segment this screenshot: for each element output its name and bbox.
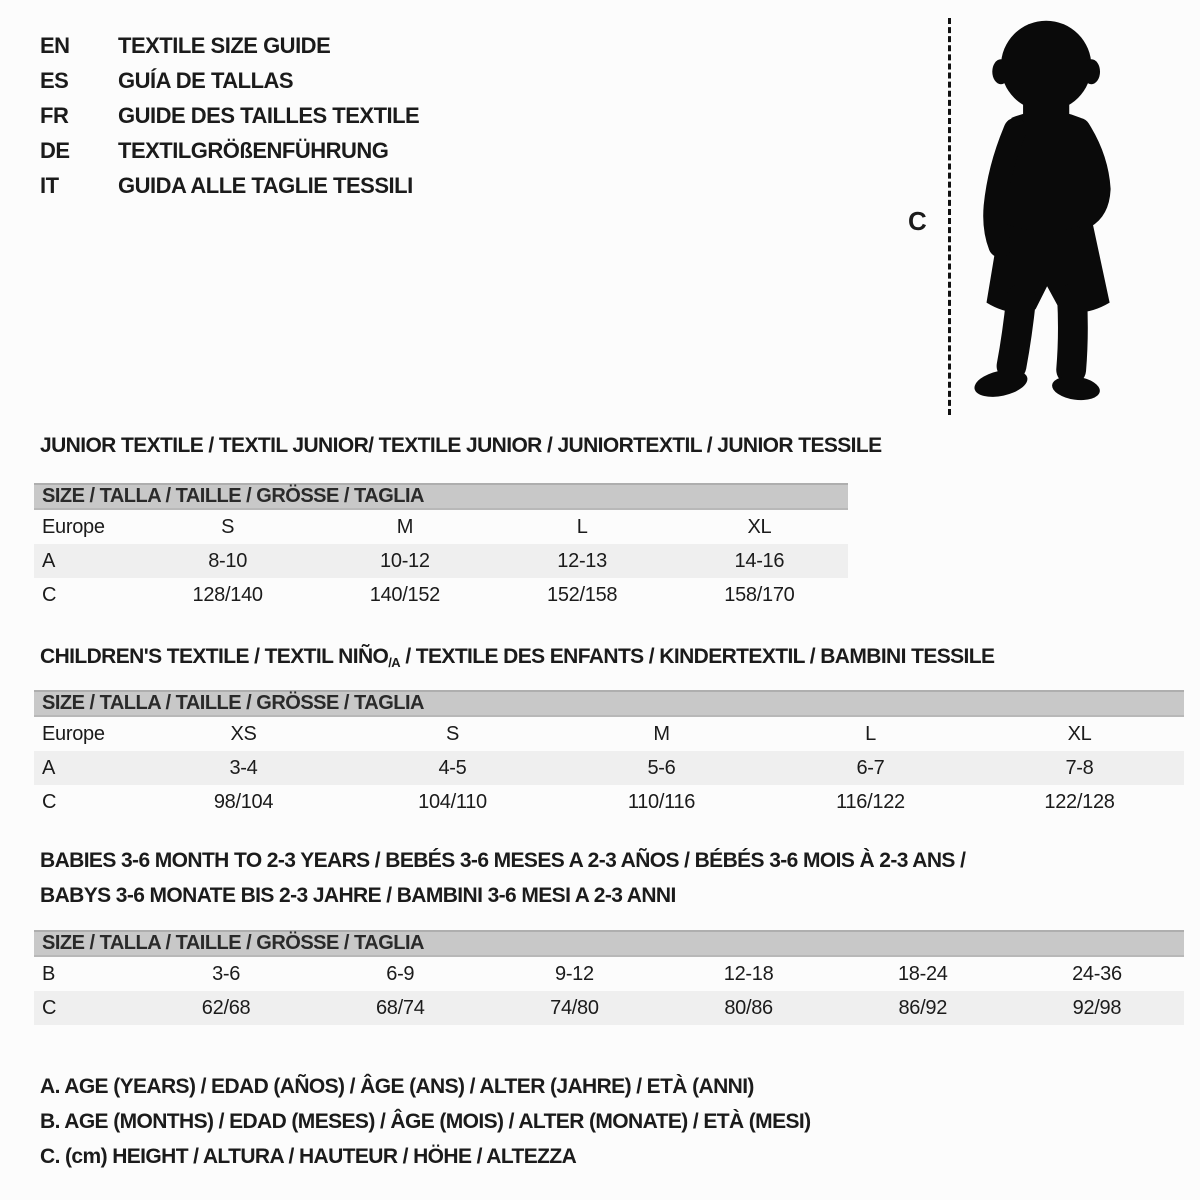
age-cell: 8-10 bbox=[208, 549, 248, 572]
junior-section-title: JUNIOR TEXTILE / TEXTIL JUNIOR/ TEXTILE JUNIOR / JUNIORTEXTIL / JUNIOR TESSILE bbox=[40, 434, 882, 457]
age-cell: 14-16 bbox=[734, 549, 785, 572]
children-section-title bbox=[40, 645, 994, 675]
row-label-height: C bbox=[42, 790, 57, 813]
table-row bbox=[34, 991, 1184, 1025]
height-cell: 62/68 bbox=[201, 996, 251, 1019]
row-label-age-months: B bbox=[42, 962, 56, 985]
children-title-text-after: / TEXTILE DES ENFANTS / KINDERTEXTIL / BAMBINI TESSILE bbox=[400, 645, 995, 668]
lang-title-en: TEXTILE SIZE GUIDE bbox=[118, 32, 331, 58]
height-cell: 74/80 bbox=[550, 996, 599, 1019]
age-cell: 10-12 bbox=[380, 549, 430, 572]
table-row bbox=[34, 717, 1184, 751]
height-cell: 92/98 bbox=[1072, 996, 1122, 1019]
lang-title-fr: GUIDE DES TAILLES TEXTILE bbox=[118, 102, 420, 128]
table-row bbox=[34, 510, 848, 544]
height-cell: 140/152 bbox=[369, 583, 440, 606]
legend bbox=[40, 1069, 811, 1174]
height-cell: 86/92 bbox=[898, 996, 948, 1019]
babies-section-title-line2: BABYS 3-6 MONATE BIS 2-3 JAHRE / BAMBINI 3-6 MESI A 2-3 ANNI bbox=[40, 884, 676, 907]
children-title-sub: /A bbox=[388, 655, 401, 670]
height-cell: 110/116 bbox=[627, 790, 696, 813]
row-label-age-years: A bbox=[42, 549, 56, 572]
age-cell: 12-18 bbox=[723, 962, 774, 985]
size-cell: L bbox=[576, 515, 588, 538]
toddler-silhouette-icon bbox=[960, 14, 1140, 418]
legend-line-b: B. AGE (MONTHS) / EDAD (MESES) / ÂGE (MOIS) / ALTER (MONATE) / ETÀ (MESI) bbox=[40, 1109, 811, 1133]
height-measure-dashed-line bbox=[948, 18, 951, 415]
children-size-header-bar: SIZE / TALLA / TAILLE / GRÖSSE / TAGLIA bbox=[34, 690, 1184, 717]
lang-code-es: ES bbox=[40, 67, 69, 93]
height-cell: 68/74 bbox=[375, 996, 425, 1019]
babies-size-header-bar: SIZE / TALLA / TAILLE / GRÖSSE / TAGLIA bbox=[34, 930, 1184, 957]
age-cell: 6-7 bbox=[856, 756, 885, 779]
table-row bbox=[34, 751, 1184, 785]
age-cell: 9-12 bbox=[555, 962, 594, 985]
babies-size-table bbox=[34, 930, 1184, 1025]
size-cell: M bbox=[396, 515, 414, 538]
height-cell: 80/86 bbox=[724, 996, 773, 1019]
age-cell: 18-24 bbox=[897, 962, 948, 985]
size-cell: S bbox=[445, 722, 460, 745]
age-cell: 24-36 bbox=[1072, 962, 1122, 985]
size-cell: S bbox=[221, 515, 235, 538]
size-cell: XL bbox=[747, 515, 772, 538]
height-cell: 122/128 bbox=[1044, 790, 1115, 813]
height-cell: 158/170 bbox=[724, 583, 795, 606]
lang-row-de bbox=[40, 133, 419, 168]
height-figure bbox=[900, 0, 1200, 430]
lang-code-fr: FR bbox=[40, 102, 69, 128]
babies-section-title-line1: BABIES 3-6 MONTH TO 2-3 YEARS / BEBÉS 3-6 MESES A 2-3 AÑOS / BÉBÉS 3-6 MOIS À 2-3 ANS / bbox=[40, 849, 966, 872]
junior-size-header-bar: SIZE / TALLA / TAILLE / GRÖSSE / TAGLIA bbox=[34, 483, 848, 510]
lang-code-de: DE bbox=[40, 137, 70, 163]
row-label-height: C bbox=[42, 583, 57, 606]
height-measure-label: C bbox=[908, 206, 927, 236]
lang-title-it: GUIDA ALLE TAGLIE TESSILI bbox=[118, 172, 413, 198]
row-label-age-years: A bbox=[42, 756, 56, 779]
legend-line-c: C. (cm) HEIGHT / ALTURA / HAUTEUR / HÖHE / ALTEZZA bbox=[40, 1144, 577, 1168]
height-cell: 98/104 bbox=[213, 790, 274, 813]
age-cell: 4-5 bbox=[438, 756, 467, 779]
row-label-height: C bbox=[42, 996, 57, 1019]
size-cell: L bbox=[865, 722, 876, 745]
age-cell: 12-13 bbox=[557, 549, 607, 572]
legend-line-a: A. AGE (YEARS) / EDAD (AÑOS) / ÂGE (ANS) / ALTER (JAHRE) / ETÀ (ANNI) bbox=[40, 1074, 754, 1098]
age-cell: 5-6 bbox=[647, 756, 676, 779]
children-title-text: CHILDREN'S TEXTILE / TEXTIL NIÑO bbox=[40, 645, 389, 668]
size-cell: XL bbox=[1067, 722, 1092, 745]
table-row bbox=[34, 544, 848, 578]
row-label-europe: Europe bbox=[42, 515, 105, 538]
height-cell: 128/140 bbox=[192, 583, 263, 606]
age-cell: 6-9 bbox=[386, 962, 415, 985]
height-cell: 152/158 bbox=[547, 583, 618, 606]
height-cell: 104/110 bbox=[418, 790, 487, 813]
size-cell: XS bbox=[230, 722, 257, 745]
lang-code-en: EN bbox=[40, 32, 70, 58]
lang-title-es: GUÍA DE TALLAS bbox=[118, 67, 294, 93]
children-size-table bbox=[34, 690, 1184, 819]
table-row bbox=[34, 957, 1184, 991]
lang-row-it bbox=[40, 168, 419, 203]
junior-size-table bbox=[34, 483, 848, 612]
row-label-europe: Europe bbox=[42, 722, 105, 745]
lang-row-es bbox=[40, 63, 419, 98]
size-cell: M bbox=[653, 722, 670, 745]
table-row bbox=[34, 785, 1184, 819]
lang-row-en bbox=[40, 28, 419, 63]
age-cell: 3-4 bbox=[229, 756, 258, 779]
lang-title-de: TEXTILGRÖßENFÜHRUNG bbox=[118, 137, 389, 163]
table-row bbox=[34, 578, 848, 612]
language-title-list bbox=[40, 28, 419, 203]
age-cell: 7-8 bbox=[1065, 756, 1094, 779]
lang-code-it: IT bbox=[40, 172, 59, 198]
height-cell: 116/122 bbox=[836, 790, 905, 813]
age-cell: 3-6 bbox=[212, 962, 241, 985]
lang-row-fr bbox=[40, 98, 419, 133]
